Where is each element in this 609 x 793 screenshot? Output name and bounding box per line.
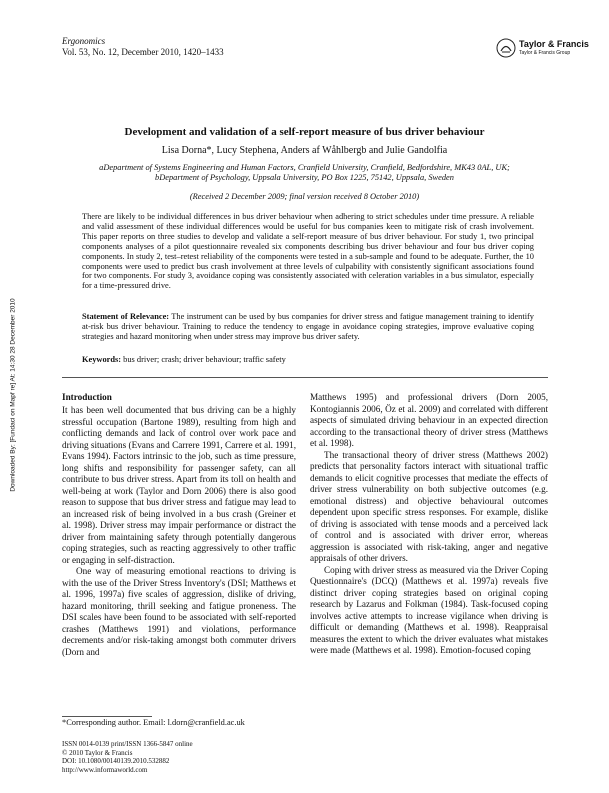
issn-line: ISSN 0014-0139 print/ISSN 1366-5847 online	[62, 740, 193, 748]
keywords-text: bus driver; crash; driver behaviour; traffic safety	[121, 355, 286, 364]
publisher-logo-icon	[496, 38, 516, 58]
relevance-text: The instrument can be used by bus companies for driver stress and fatigue management training to identify at-risk bus driver behaviour. Training to reduce the tendency to engage in avoidance coping strategies, improve evaluative coping strategies and hazard monitoring when under stress may improve bus driver safety.	[82, 312, 534, 341]
publication-imprint	[62, 740, 193, 774]
paragraph: Coping with driver stress as measured via the Driver Coping Questionnaire's (DCQ) (Matthews et al. 1997a) reveals five distinct driver coping strategies based on original coping research by Lazarus and Folkman (1984). Task-focused coping involves active attempts to increase vigilance when driving is difficult or demanding (Matthews et al. 1998). Reappraisal measures the extent to which the driver evaluates what mistakes were made (Matthews et al. 1998). Emotion-focused coping	[310, 564, 548, 655]
section-heading-introduction: Introduction	[62, 392, 112, 402]
paragraph: The transactional theory of driver stress (Matthews 2002) predicts that personality factors interact with situational traffic demands to elicit cognitive processes that mediate the effects of driver stress vulnerability on both subjective outcomes (e.g. emotional distress) and objective behavioural outcomes dependent upon specific stress responses. For example, dislike of driving is associated with tense moods and a perceived lack of control and is associated with driver error, whereas aggression is associated with risk-taking, anger and negative appraisals of other drivers.	[310, 449, 548, 563]
author-list: Lisa Dorna*, Lucy Stephena, Anders af Wåhlbergb and Julie Gandolfia	[161, 145, 448, 156]
right-column	[310, 392, 548, 657]
affiliations	[62, 163, 547, 183]
download-watermark	[6, 250, 20, 540]
publisher-name: Taylor & Francis	[519, 39, 589, 49]
volume-line: Vol. 53, No. 12, December 2010, 1420–1433	[62, 47, 224, 57]
doi-line: DOI: 10.1080/00140139.2010.532882	[62, 757, 170, 766]
keywords-label: Keywords:	[82, 355, 122, 364]
paragraph: Matthews 1995) and professional drivers (Dorn 2005, Kontogiannis 2006, Öz et al. 2009) and correlated with different aspects of simulated driving behaviour in an expected direction according to the transactional theory of driver stress (Matthews et al. 1998).	[310, 392, 548, 448]
copyright-line: © 2010 Taylor & Francis	[62, 748, 133, 757]
paragraph: It has been well documented that bus driving can be a highly stressful occupation (Bartone 1989), resulting from high and conflicting demands and lack of control over work pace and driving situations (Evans and Carrere 1991, Carrere et al. 1991, Evans 1994). Factors intrinsic to the job, such as time pressure, long shifts and responsibility for passenger safety, can all contribute to bus driver stress. Apart from its toll on health and well-being at work (Taylor and Dorn 2006) there is also good reason to suppose that bus driver stress and fatigue may lead to an increased risk of being involved in a bus crash (Greiner et al. 1998). Driver stress may impair performance or distract the driver from maintaining safety through potentially dangerous coping strategies, such as reacting aggressively to other traffic or engaging in self-distraction.	[62, 405, 296, 565]
corresponding-author-footnote: *Corresponding author. Email: l.dorn@cranfield.ac.uk	[62, 718, 245, 727]
publisher-group: Taylor & Francis Group	[519, 50, 571, 56]
left-column	[62, 405, 296, 658]
section-divider	[62, 377, 548, 378]
abstract: There are likely to be individual differences in bus driver behaviour when adhering to strict schedules under time pressure. A reliable and valid assessment of these individual differences would be useful for bus companies keen to mitigate risk of crash involvement. This paper reports on three studies to develop and validate a self-report measure of bus driver behaviour. For study 1, two principal components analyses of a pilot questionnaire revealed six components describing bus driver behaviour and four bus driver coping components. In study 2, test–retest reliability of the components were tested in a sub-sample and found to be adequate. Further, the 10 components were used to predict bus crash involvement at three levels of culpability with consistently significant associations found for two components. For study 3, avoidance coping was consistently associated with celeration variables in a bus simulator, especially for a time-pressured drive.	[82, 212, 534, 291]
paragraph: One way of measuring emotional reactions to driving is with the use of the Driver Stress Inventory's (DSI; Matthews et al. 1996, 1997a) five scales of aggression, dislike of driving, hazard monitoring, thrill seeking and fatigue proneness. The DSI scales have been found to be associated with self-reported crashes (Matthews 1991) and violations, performance decrements and/or risk-taking amongst both commuter drivers (Dorn and	[62, 566, 296, 657]
relevance-label: Statement of Relevance:	[82, 312, 170, 321]
footnote-rule	[62, 716, 152, 717]
journal-name: Ergonomics	[62, 36, 106, 46]
affiliation-b: bDepartment of Psychology, Uppsala University, PO Box 1225, 75142, Uppsala, Sweden	[155, 173, 454, 182]
journal-header	[62, 36, 224, 58]
taylor-francis-logo	[496, 38, 589, 60]
website-link[interactable]: http://www.informaworld.com	[62, 765, 148, 774]
statement-of-relevance	[82, 312, 534, 342]
affiliation-a: aDepartment of Systems Engineering and Human Factors, Cranfield University, Cranfield, Bedfordshire, MK43 0AL, UK;	[99, 163, 510, 172]
download-note: Downloaded By: [Fundaci on Mapf re] At: 14:30 28 December 2010	[9, 298, 17, 492]
keywords	[82, 355, 534, 365]
article-title: Development and validation of a self-report measure of bus driver behaviour	[124, 126, 485, 138]
received-dates: (Received 2 December 2009; final version received 8 October 2010)	[189, 192, 420, 201]
